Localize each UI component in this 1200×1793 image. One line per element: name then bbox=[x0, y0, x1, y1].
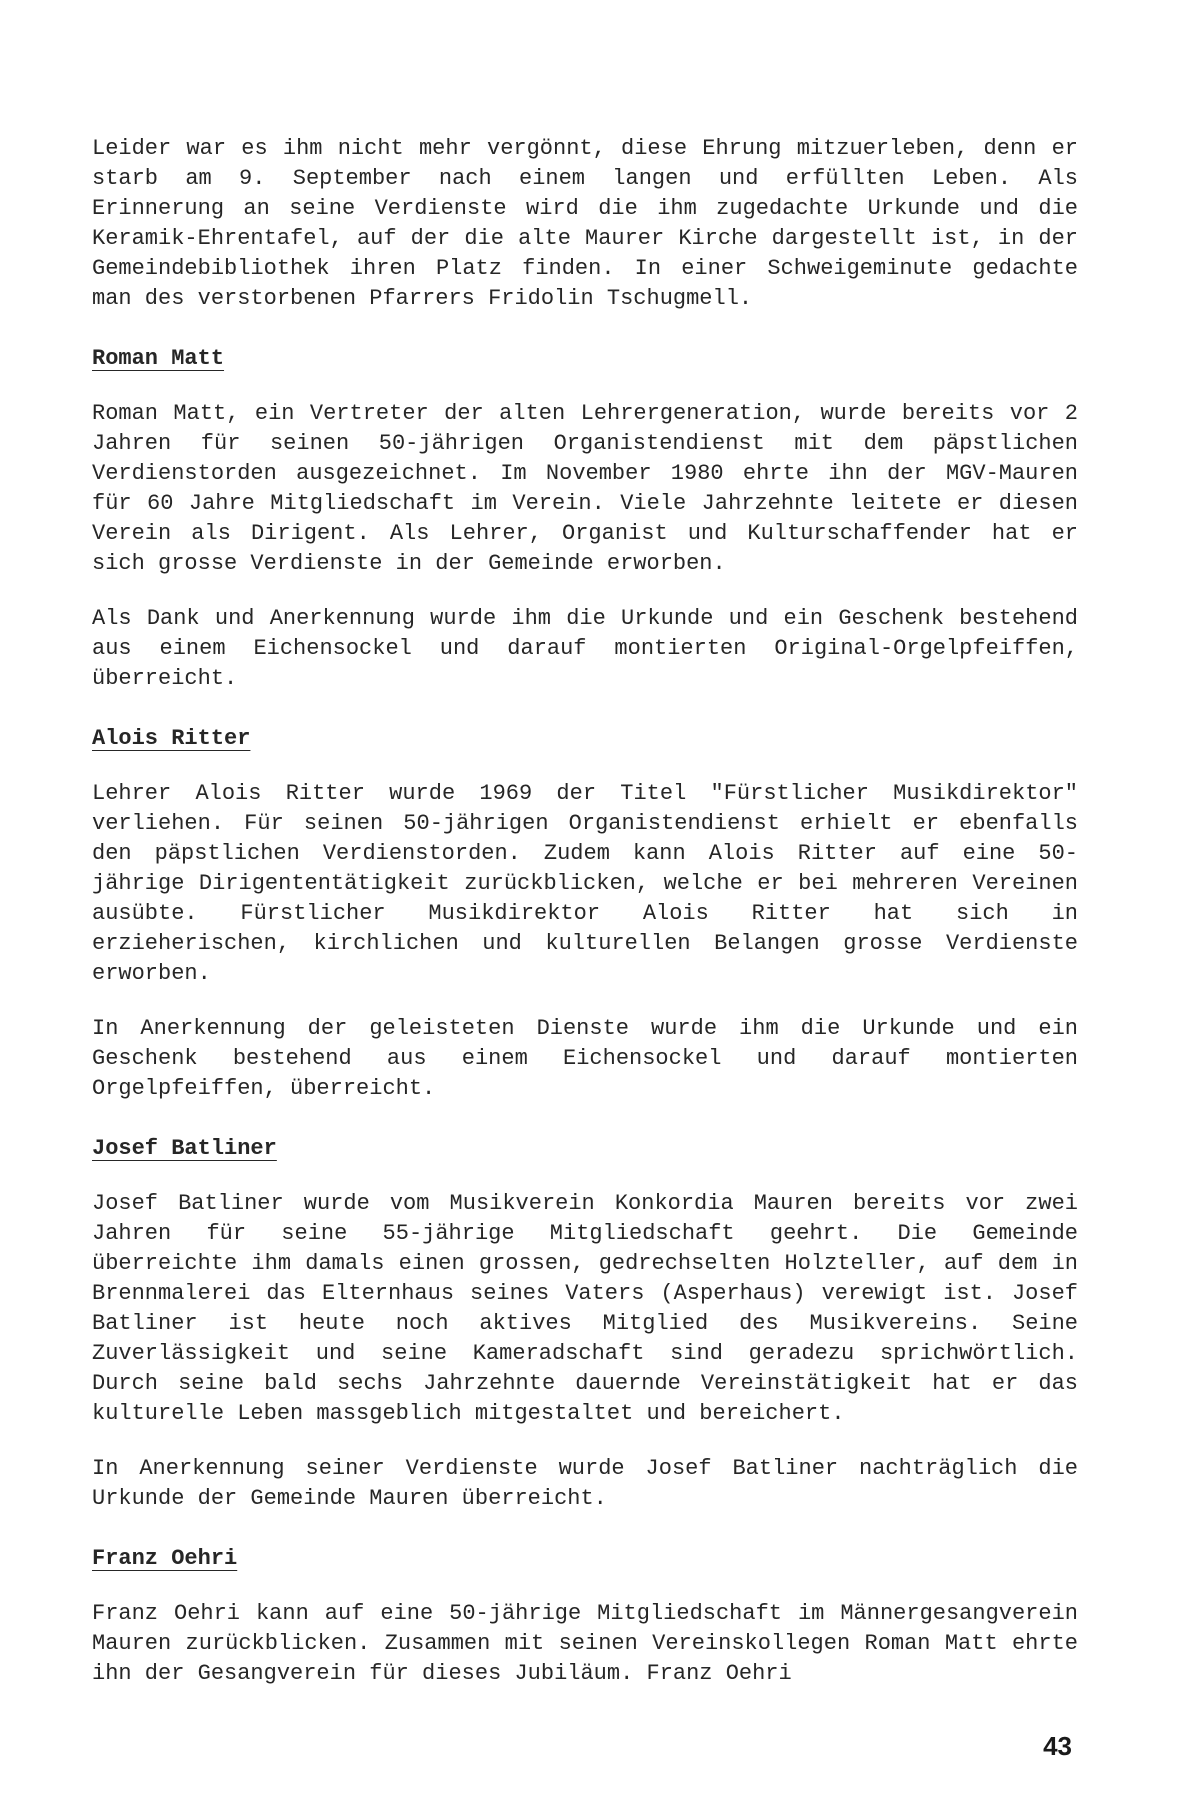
page-number: 43 bbox=[1043, 1731, 1072, 1761]
intro-paragraph: Leider war es ihm nicht mehr vergönnt, diese Ehrung mitzuerleben, denn er starb am 9. September nach einem langen und erfüllten Leben. Als Erinnerung an seine Verdienste wird die ihm zugedachte Urkunde und die Keramik-Ehrentafel, auf der die alte Maurer Kirche dargestellt ist, in der Gemeindebibliothek ihren Platz finden. In einer Schweigeminute gedachte man des verstorbenen Pfarrers Fridolin Tschugmell. bbox=[92, 136, 1078, 311]
section-roman-matt bbox=[92, 344, 1078, 694]
section-paragraph: Lehrer Alois Ritter wurde 1969 der Titel "Fürstlicher Musikdirektor" verliehen. Für seinen 50-jährigen Organistendienst erhielt er ebenfalls den päpstlichen Verdienstorden. Zudem kann Alois Ritter auf eine 50-jährige Dirigententätigkeit zurückblicken, welche er bei mehreren Vereinen ausübte. Fürstlicher Musikdirektor Alois Ritter hat sich in erzieherischen, kirchlichen und kulturellen Belangen grosse Verdienste erworben. bbox=[92, 781, 1078, 986]
section-paragraph: In Anerkennung der geleisteten Dienste wurde ihm die Urkunde und ein Geschenk bestehend aus einem Eichensockel und darauf montierten Orgelpfeiffen, überreicht. bbox=[92, 1016, 1078, 1101]
section-heading: Franz Oehri bbox=[92, 1546, 238, 1571]
section-heading: Alois Ritter bbox=[92, 726, 251, 751]
section-franz-oehri bbox=[92, 1544, 1078, 1689]
section-paragraph: Josef Batliner wurde vom Musikverein Konkordia Mauren bereits vor zwei Jahren für seine 55-jährige Mitgliedschaft geehrt. Die Gemeinde überreichte ihm damals einen grossen, gedrechselten Holzteller, auf dem in Brennmalerei das Elternhaus seines Vaters (Asperhaus) verewigt ist. Josef Batliner ist heute noch aktives Mitglied des Musikvereins. Seine Zuverlässigkeit und seine Kameradschaft sind geradezu sprichwörtlich. Durch seine bald sechs Jahrzehnte dauernde Vereinstätigkeit hat er das kulturelle Leben massgeblich mitgestaltet und bereichert. bbox=[92, 1191, 1078, 1426]
section-paragraph: Franz Oehri kann auf eine 50-jährige Mitgliedschaft im Männergesangverein Mauren zurückblicken. Zusammen mit seinen Vereinskollegen Roman Matt ehrte ihn der Gesangverein für dieses Jubiläum. Franz Oehri bbox=[92, 1601, 1078, 1686]
document-page bbox=[92, 134, 1078, 1689]
section-paragraph: In Anerkennung seiner Verdienste wurde Josef Batliner nachträglich die Urkunde der Gemeinde Mauren überreicht. bbox=[92, 1456, 1078, 1511]
section-alois-ritter bbox=[92, 724, 1078, 1104]
section-josef-batliner bbox=[92, 1134, 1078, 1514]
section-paragraph: Roman Matt, ein Vertreter der alten Lehrergeneration, wurde bereits vor 2 Jahren für seinen 50-jährigen Organistendienst mit dem päpstlichen Verdienstorden ausgezeichnet. Im November 1980 ehrte ihn der MGV-Mauren für 60 Jahre Mitgliedschaft im Verein. Viele Jahrzehnte leitete er diesen Verein als Dirigent. Als Lehrer, Organist und Kulturschaffender hat er sich grosse Verdienste in der Gemeinde erworben. bbox=[92, 401, 1078, 576]
section-paragraph: Als Dank und Anerkennung wurde ihm die Urkunde und ein Geschenk bestehend aus einem Eichensockel und darauf montierten Original-Orgelpfeiffen, überreicht. bbox=[92, 606, 1078, 691]
section-heading: Josef Batliner bbox=[92, 1136, 277, 1161]
section-heading: Roman Matt bbox=[92, 346, 225, 371]
